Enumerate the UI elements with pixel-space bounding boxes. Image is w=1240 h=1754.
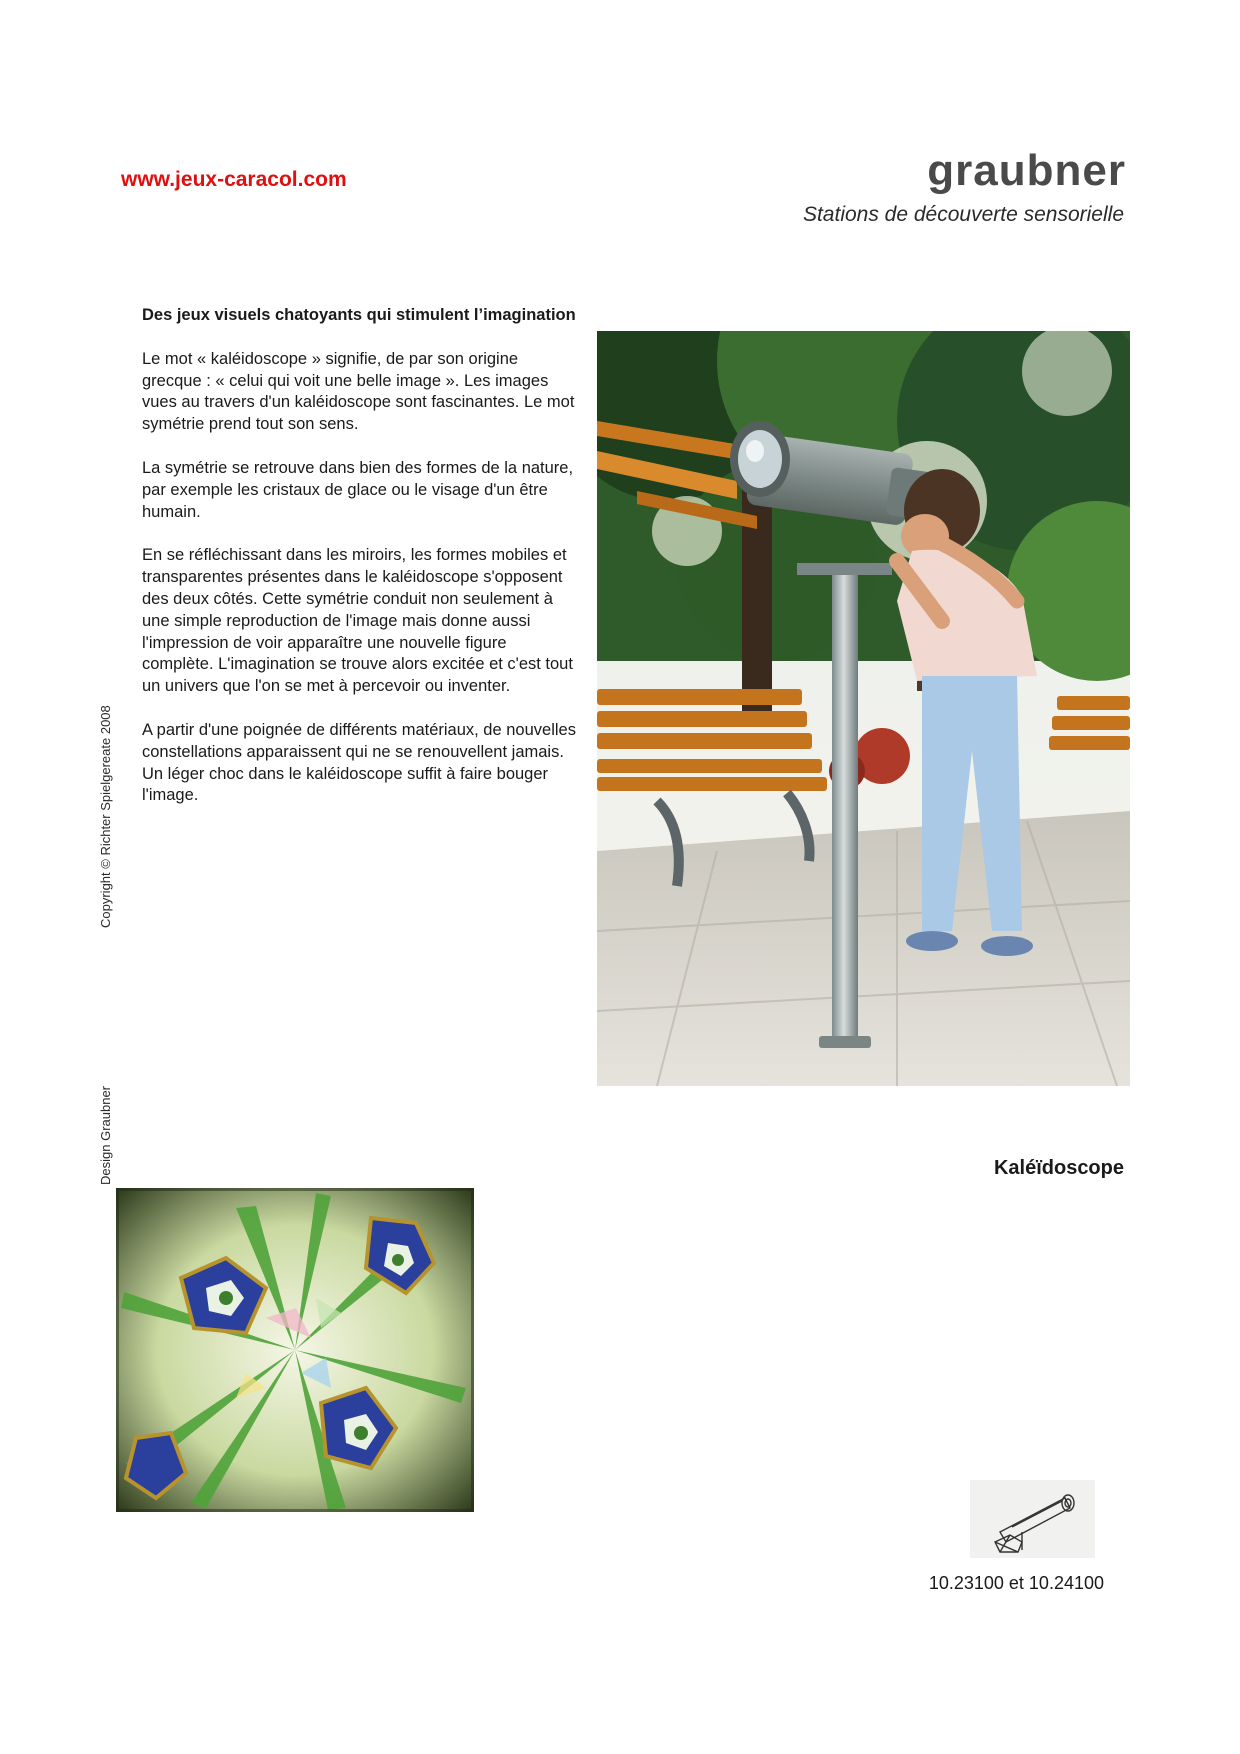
intro-paragraph-2: La symétrie se retrouve dans bien des formes de la nature, par exemple les cristaux de glace ou le visage d'un être humain. bbox=[142, 458, 574, 521]
intro-text bbox=[142, 305, 582, 829]
kaleidoscope-sketch-image bbox=[970, 1480, 1095, 1558]
intro-heading: Des jeux visuels chatoyants qui stimulent l’imagination bbox=[142, 306, 576, 324]
article-numbers: 10.23100 et 10.24100 bbox=[928, 1573, 1104, 1593]
intro-paragraph-4: A partir d'une poignée de différents matériaux, de nouvelles constellations apparaissent qui ne se renouvellent jamais. Un léger choc dans le kaléidoscope suffit à faire bouger l'image. bbox=[142, 720, 576, 805]
copyright-note: Copyright © Richter Spielgereate 2008 bbox=[98, 705, 113, 928]
brand-name: graubner bbox=[927, 146, 1126, 195]
product-title: Kaléïdoscope bbox=[993, 1157, 1124, 1179]
brand-logo bbox=[918, 145, 1126, 197]
intro-paragraph-1: Le mot « kaléidoscope » signifie, de par son origine grecque : « celui qui voit une belle image ». Les images vues au travers d'un kaléidoscope sont fascinantes. Le mot symétrie prend tout son sens. bbox=[142, 349, 575, 434]
website-link[interactable]: www.jeux-caracol.com bbox=[121, 168, 347, 191]
tagline: Stations de découverte sensorielle bbox=[802, 203, 1124, 226]
kaleidoscope-station-photo bbox=[597, 331, 1130, 1086]
design-credit: Design Graubner bbox=[98, 1086, 113, 1185]
intro-paragraph-3: En se réfléchissant dans les miroirs, les formes mobiles et transparentes présentes dans le kaléidoscope s'opposent des deux côtés. Cette symétrie conduit non seulement à une simple reproduction de l'image mais donne aussi l'impression de voir apparaître une nouvelle figure complète. L'imagination se trouve alors excitée et c'est tout un univers que l'on se met à percevoir ou inventer. bbox=[142, 546, 573, 696]
kaleidoscope-pattern-image bbox=[116, 1188, 474, 1512]
